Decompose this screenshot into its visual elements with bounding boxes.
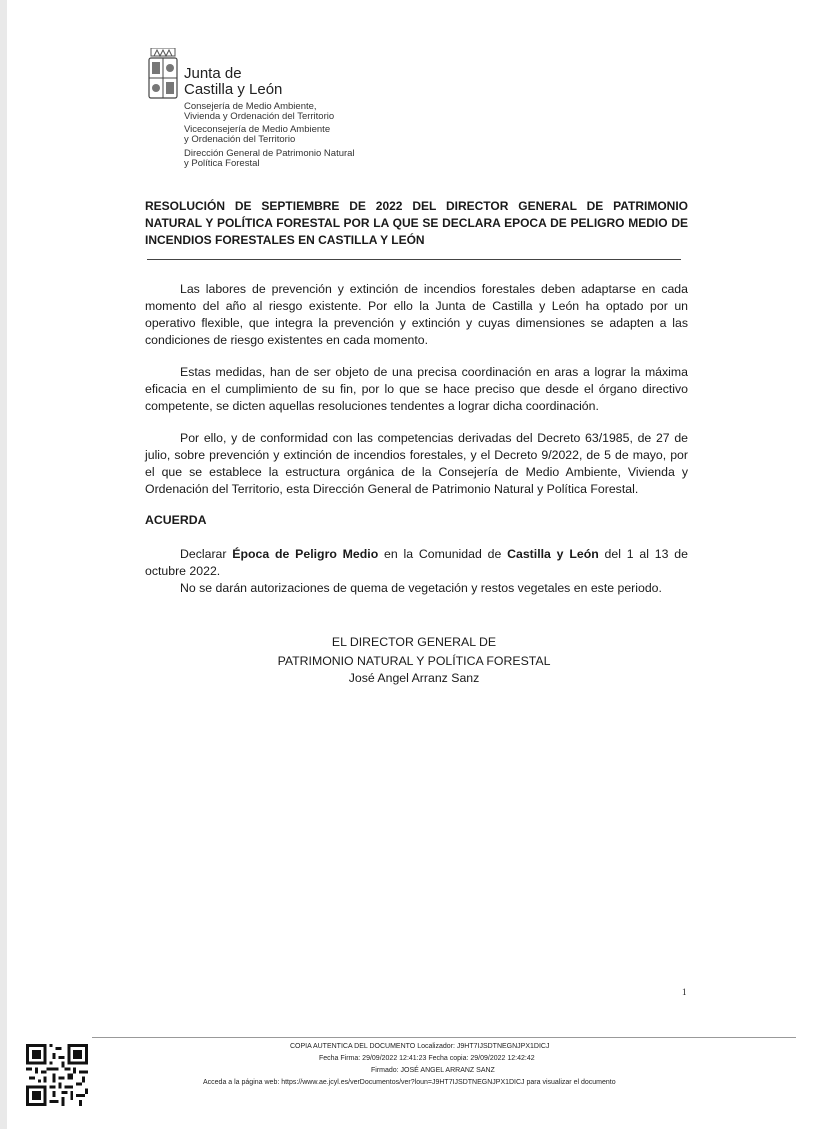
document-title: RESOLUCIÓN DE SEPTIEMBRE DE 2022 DEL DIRECTOR GENERAL DE PATRIMONIO NATURAL Y POLÍTICA FORESTAL POR LA QUE SE DECLARA EPOCA DE PELIGRO MEDIO DE INCENDIOS FORESTALES EN CASTILLA Y LEÓN [145, 199, 688, 247]
org2-line-1: Viceconsejería de Medio Ambiente [184, 124, 331, 135]
page-number: 1 [682, 987, 687, 997]
qr-code-icon [26, 1044, 88, 1106]
org-block-direccion [184, 149, 355, 169]
paragraph-2: Estas medidas, han de ser objeto de una precisa coordinación en aras a lograr la máxima eficacia en el cumplimiento de su fin, por lo que se hace preciso que desde el órgano directivo competente, se dicten aquellas resoluciones tendentes a lograr dicha coordinación. [145, 365, 688, 413]
org-block-consejeria [184, 102, 334, 122]
paragraph-declaration [145, 546, 688, 580]
brand-line-1: Junta de [184, 65, 242, 82]
acuerda-heading: ACUERDA [145, 513, 207, 527]
footer-verify-url: Acceda a la página web: https://www.ae.jcyl.es/verDocumentos/ver?loun=J9HT7IJSDTNEGNJPX1DICJ para visualizar el documento [203, 1079, 616, 1086]
signature-name: José Angel Arranz Sanz [348, 671, 480, 685]
org2-line-2: y Ordenación del Territorio [184, 134, 296, 145]
footer-signed-by: Firmado: JOSÉ ANGEL ARRANZ SANZ [371, 1067, 495, 1074]
org3-line-1: Dirección General de Patrimonio Natural [184, 148, 355, 159]
paragraph-no-authorizations: No se darán autorizaciones de quema de vegetación y restos vegetales en este periodo. [180, 581, 662, 595]
page-edge [0, 0, 7, 1129]
declaration-text-a: Declarar [180, 547, 233, 561]
signature-line-1: EL DIRECTOR GENERAL DE [331, 635, 497, 649]
footer-divider [92, 1037, 796, 1038]
org1-line-2: Vivienda y Ordenación del Territorio [184, 111, 335, 122]
declaration-text-c: en la Comunidad de [378, 547, 508, 561]
declaration-period: Época de Peligro Medio [232, 547, 379, 561]
signature-line-2: PATRIMONIO NATURAL Y POLÍTICA FORESTAL [277, 654, 551, 668]
paragraph-1: Las labores de prevención y extinción de incendios forestales deben adaptarse en cada momento del año al riesgo existente. Por ello la Junta de Castilla y León ha optado por un operativo flexible, que integra la prevención y extinción y cuyas dimensiones se adapten a las condiciones de riesgo existentes en cada momento. [145, 282, 688, 347]
paragraph-3: Por ello, y de conformidad con las competencias derivadas del Decreto 63/1985, de 27 de julio, sobre prevención y extinción de incendios forestales, y el Decreto 9/2022, de 5 de mayo, por el que se establece la estructura orgánica de la Consejería de Medio Ambiente, Vivienda y Ordenación del Territorio, esta Dirección General de Patrimonio Natural y Política Forestal. [145, 431, 688, 496]
footer-authentic-copy: COPIA AUTENTICA DEL DOCUMENTO Localizador: J9HT7IJSDTNEGNJPX1DICJ [290, 1043, 550, 1050]
coat-of-arms-icon [148, 48, 178, 100]
declaration-region: Castilla y León [507, 547, 599, 561]
brand-line-2: Castilla y León [184, 81, 283, 98]
brand-name [184, 66, 282, 98]
org3-line-2: y Política Forestal [184, 158, 260, 169]
declaration-text-e: del 1 al 13 de octubre 2022. [145, 547, 688, 578]
title-divider [147, 259, 681, 260]
org1-line-1: Consejería de Medio Ambiente, [184, 101, 317, 112]
footer-dates: Fecha Firma: 29/09/2022 12:41:23 Fecha copia: 29/09/2022 12:42:42 [319, 1055, 535, 1062]
org-block-viceconsejeria [184, 125, 330, 145]
